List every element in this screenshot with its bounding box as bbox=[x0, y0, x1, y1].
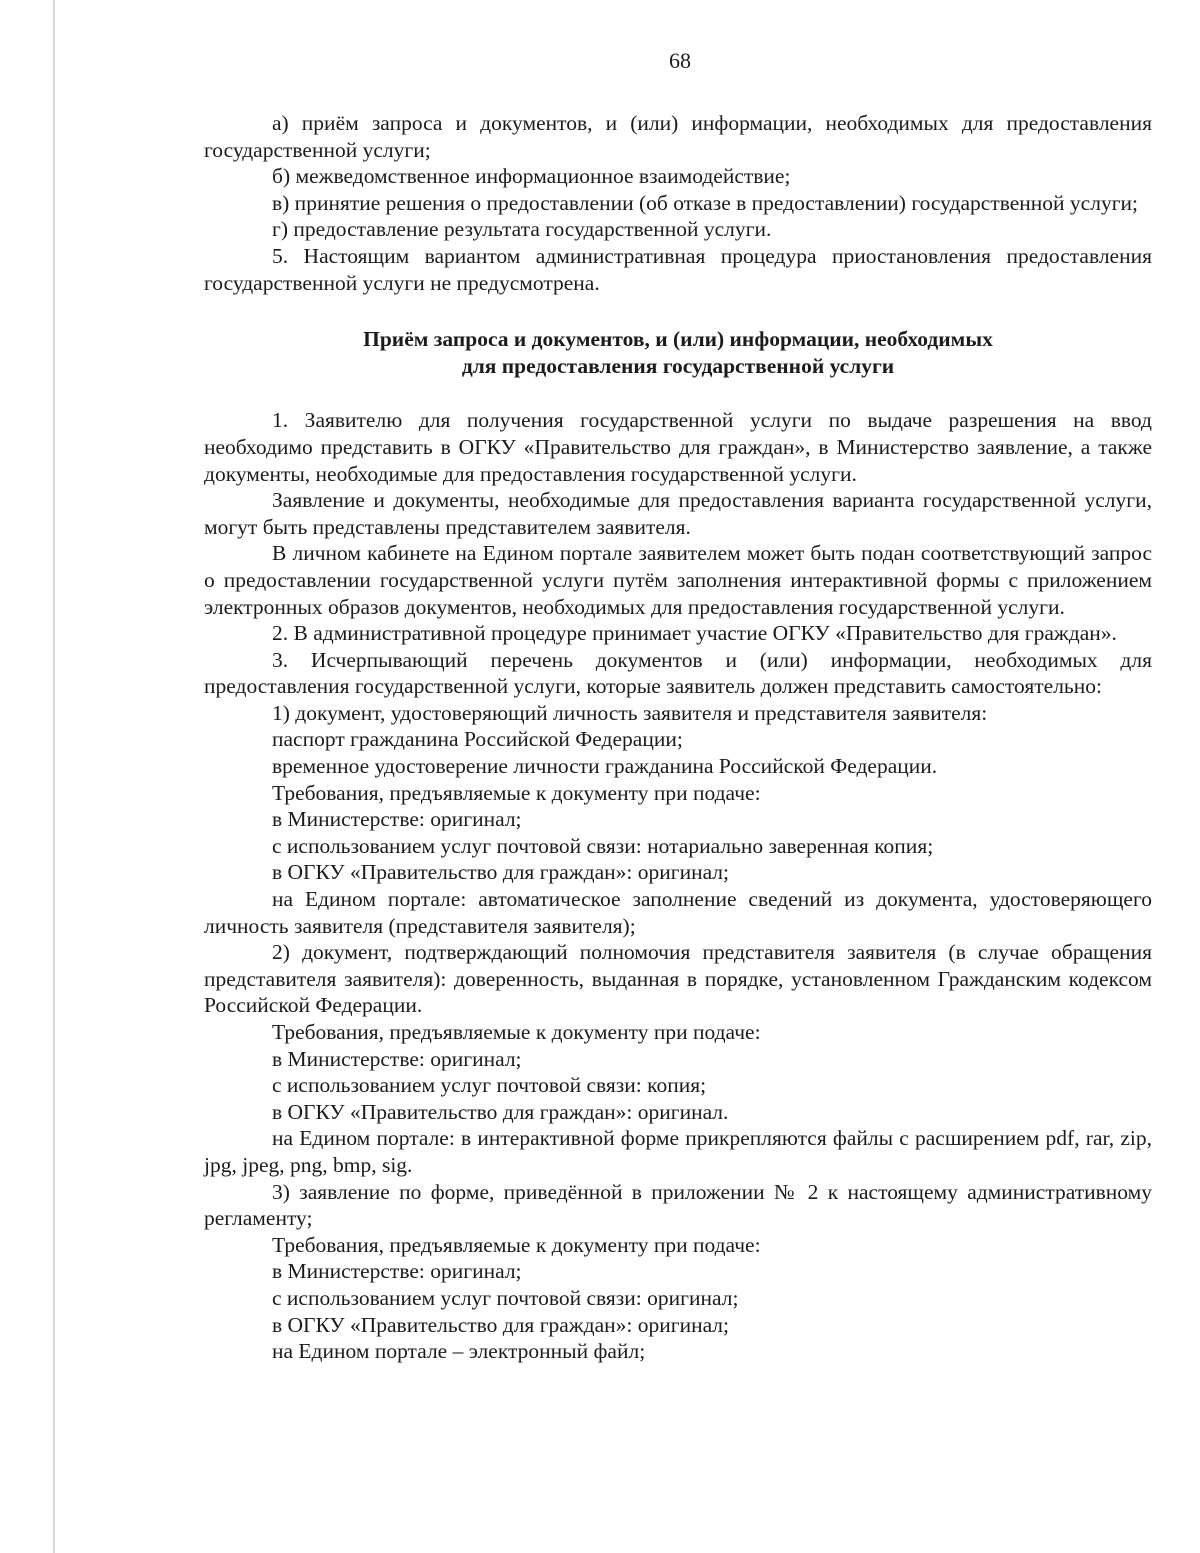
list-item-temporary-id: временное удостоверение личности гражданина Российской Федерации. bbox=[272, 754, 938, 779]
requirement-ogku-3: в ОГКУ «Правительство для граждан»: оригинал; bbox=[272, 1312, 730, 1337]
paragraph-item-v: в) принятие решения о предоставлении (об отказе в предоставлении) государственной услуги; bbox=[272, 190, 1139, 215]
paragraph-3: 3. Исчерпывающий перечень документов и (или) информации, необходимых для предоставления государственной услуги, которые заявитель должен представить самостоятельно: bbox=[204, 647, 1152, 699]
list-item-application-form: 3) заявление по форме, приведённой в приложении № 2 к настоящему административному регламенту; bbox=[204, 1179, 1152, 1231]
requirements-heading-3: Требования, предъявляемые к документу при подаче: bbox=[272, 1232, 761, 1257]
list-item-power-of-attorney: 2) документ, подтверждающий полномочия представителя заявителя (в случае обращения представителя заявителя): доверенность, выданная в порядке, установленном Гражданским кодексом Российской Федерации. bbox=[204, 940, 1152, 1018]
requirement-ministry-3: в Министерстве: оригинал; bbox=[272, 1259, 522, 1284]
paragraph-representative: Заявление и документы, необходимые для предоставления варианта государственной услуги, могут быть представлены представителем заявителя. bbox=[204, 488, 1152, 539]
paragraph-item-b: б) межведомственное информационное взаимодействие; bbox=[272, 164, 791, 189]
section-heading-line-2: для предоставления государственной услуги bbox=[461, 353, 895, 378]
page-number: 68 bbox=[669, 48, 691, 73]
requirements-heading-2: Требования, предъявляемые к документу при подаче: bbox=[272, 1020, 761, 1044]
requirement-portal-1: на Едином портале: автоматическое заполнение сведений из документа, удостоверяющего личность заявителя (представителя заявителя); bbox=[204, 887, 1152, 938]
paragraph-item-5: 5. Настоящим вариантом административная процедура приостановления предоставления государственной услуги не предусмотрена. bbox=[204, 243, 1152, 295]
scan-page-edge bbox=[53, 0, 55, 1553]
requirement-portal-2: на Едином портале: в интерактивной форме прикрепляются файлы с расширением pdf, rar, zip, jpg, jpeg, png, bmp, sig. bbox=[204, 1126, 1152, 1177]
requirement-post-2: с использованием услуг почтовой связи: копия; bbox=[272, 1073, 707, 1098]
requirement-ministry-2: в Министерстве: оригинал; bbox=[272, 1046, 522, 1071]
requirement-ogku-1: в ОГКУ «Правительство для граждан»: оригинал; bbox=[272, 860, 730, 885]
section-heading-line-1: Приём запроса и документов, и (или) информации, необходимых bbox=[363, 327, 993, 352]
requirement-portal-3: на Едином портале – электронный файл; bbox=[272, 1339, 646, 1364]
paragraph-2: 2. В административной процедуре принимает участие ОГКУ «Правительство для граждан». bbox=[272, 621, 1117, 646]
requirement-ministry-1: в Министерстве: оригинал; bbox=[272, 807, 522, 832]
document-body bbox=[204, 110, 1152, 1365]
section-heading bbox=[204, 326, 1152, 379]
list-item-identity-document: 1) документ, удостоверяющий личность заявителя и представителя заявителя: bbox=[272, 700, 988, 725]
requirement-ogku-2: в ОГКУ «Правительство для граждан»: оригинал. bbox=[272, 1099, 729, 1124]
paragraph-item-g: г) предоставление результата государственной услуги. bbox=[272, 217, 772, 242]
paragraph-1: 1. Заявителю для получения государственной услуги по выдаче разрешения на ввод необходимо представить в ОГКУ «Правительство для граждан», в Министерство заявление, а также документы, необходимые для предоставления государственной услуги. bbox=[204, 408, 1152, 486]
paragraph-item-a: а) приём запроса и документов, и (или) информации, необходимых для предоставления государственной услуги; bbox=[204, 111, 1152, 162]
list-item-passport: паспорт гражданина Российской Федерации; bbox=[272, 727, 683, 752]
requirements-heading-1: Требования, предъявляемые к документу при подаче: bbox=[272, 780, 761, 805]
requirement-post-3: с использованием услуг почтовой связи: оригинал; bbox=[272, 1285, 739, 1310]
requirement-post-1: с использованием услуг почтовой связи: нотариально заверенная копия; bbox=[272, 833, 934, 858]
paragraph-personal-cabinet: В личном кабинете на Едином портале заявителем может быть подан соответствующий запрос о предоставлении государственной услуги путём заполнения интерактивной формы с приложением электронных образов документов, необходимых для предоставления государственной услуги. bbox=[204, 541, 1152, 619]
